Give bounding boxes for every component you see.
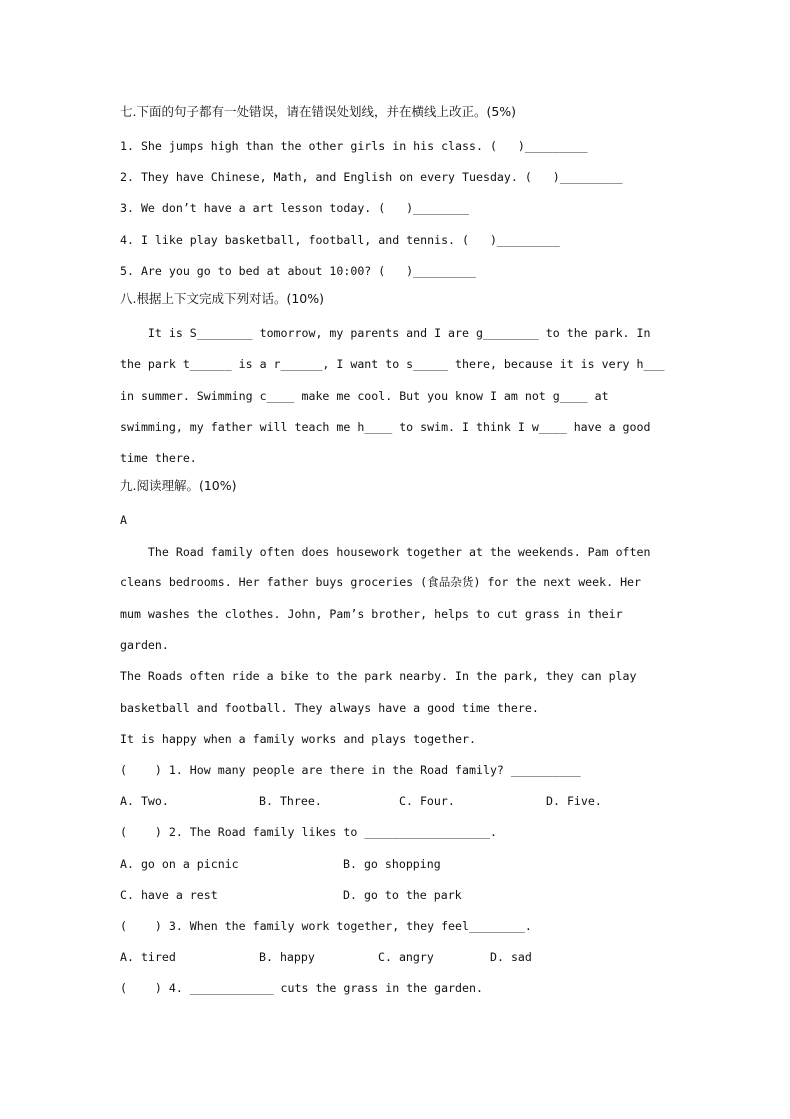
passage-line-7: It is happy when a family works and plays together.: [120, 732, 476, 746]
question-4-stem: ( ) 4. ____________ cuts the grass in the garden.: [120, 981, 483, 995]
section-8-line-4: swimming, my father will teach me h____ to swim. I think I w____ have a good: [120, 420, 651, 434]
question-2-stem: ( ) 2. The Road family likes to __________________.: [120, 825, 497, 839]
section-7-item-2: 2. They have Chinese, Math, and English on every Tuesday. ( )_________: [120, 170, 623, 184]
section-8-line-2: the park t______ is a r______, I want to s_____ there, because it is very h___: [120, 357, 665, 371]
section-8-line-3: in summer. Swimming c____ make me cool. But you know I am not g____ at: [120, 389, 609, 403]
passage-line-1: The Road family often does housework together at the weekends. Pam often: [120, 545, 651, 559]
question-2-option-a: A. go on a picnic: [120, 857, 239, 871]
section-8-line-5: time there.: [120, 451, 197, 465]
question-1-stem: ( ) 1. How many people are there in the Road family? __________: [120, 763, 581, 777]
passage-line-5: The Roads often ride a bike to the park nearby. In the park, they can play: [120, 669, 637, 683]
question-2-option-d: D. go to the park: [343, 888, 462, 902]
section-7-item-5: 5. Are you go to bed at about 10:00? ( )_________: [120, 264, 476, 278]
question-2-option-b: B. go shopping: [343, 857, 441, 871]
passage-line-6: basketball and football. They always have a good time there.: [120, 701, 539, 715]
passage-line-3: mum washes the clothes. John, Pam’s brother, helps to cut grass in their: [120, 607, 623, 621]
section-8-heading: 八.根据上下文完成下列对话。(10%): [120, 291, 325, 306]
question-3-stem: ( ) 3. When the family work together, they feel________.: [120, 919, 532, 933]
question-3-option-c: C. angry: [378, 950, 434, 964]
section-7-heading: 七.下面的句子都有一处错误，请在错误处划线，并在横线上改正。(5%): [120, 104, 517, 119]
section-7-item-4: 4. I like play basketball, football, and tennis. ( )_________: [120, 233, 560, 247]
passage-line-2: cleans bedrooms. Her father buys groceries (食品杂货) for the next week. Her: [120, 575, 642, 589]
question-3-option-b: B. happy: [259, 950, 315, 964]
section-9-heading: 九.阅读理解。(10%): [120, 478, 237, 493]
question-3-option-d: D. sad: [490, 950, 532, 964]
question-1-option-c: C. Four.: [399, 794, 455, 808]
section-8-line-1: It is S________ tomorrow, my parents and I are g________ to the park. In: [120, 326, 651, 340]
section-7-item-1: 1. She jumps high than the other girls in his class. ( )_________: [120, 139, 588, 153]
question-1-option-b: B. Three.: [259, 794, 322, 808]
section-9-part-label: A: [120, 513, 127, 527]
passage-line-4: garden.: [120, 638, 169, 652]
question-1-option-a: A. Two.: [120, 794, 169, 808]
question-1-option-d: D. Five.: [546, 794, 602, 808]
section-7-item-3: 3. We don’t have a art lesson today. ( )________: [120, 201, 470, 215]
question-3-option-a: A. tired: [120, 950, 176, 964]
question-2-option-c: C. have a rest: [120, 888, 218, 902]
